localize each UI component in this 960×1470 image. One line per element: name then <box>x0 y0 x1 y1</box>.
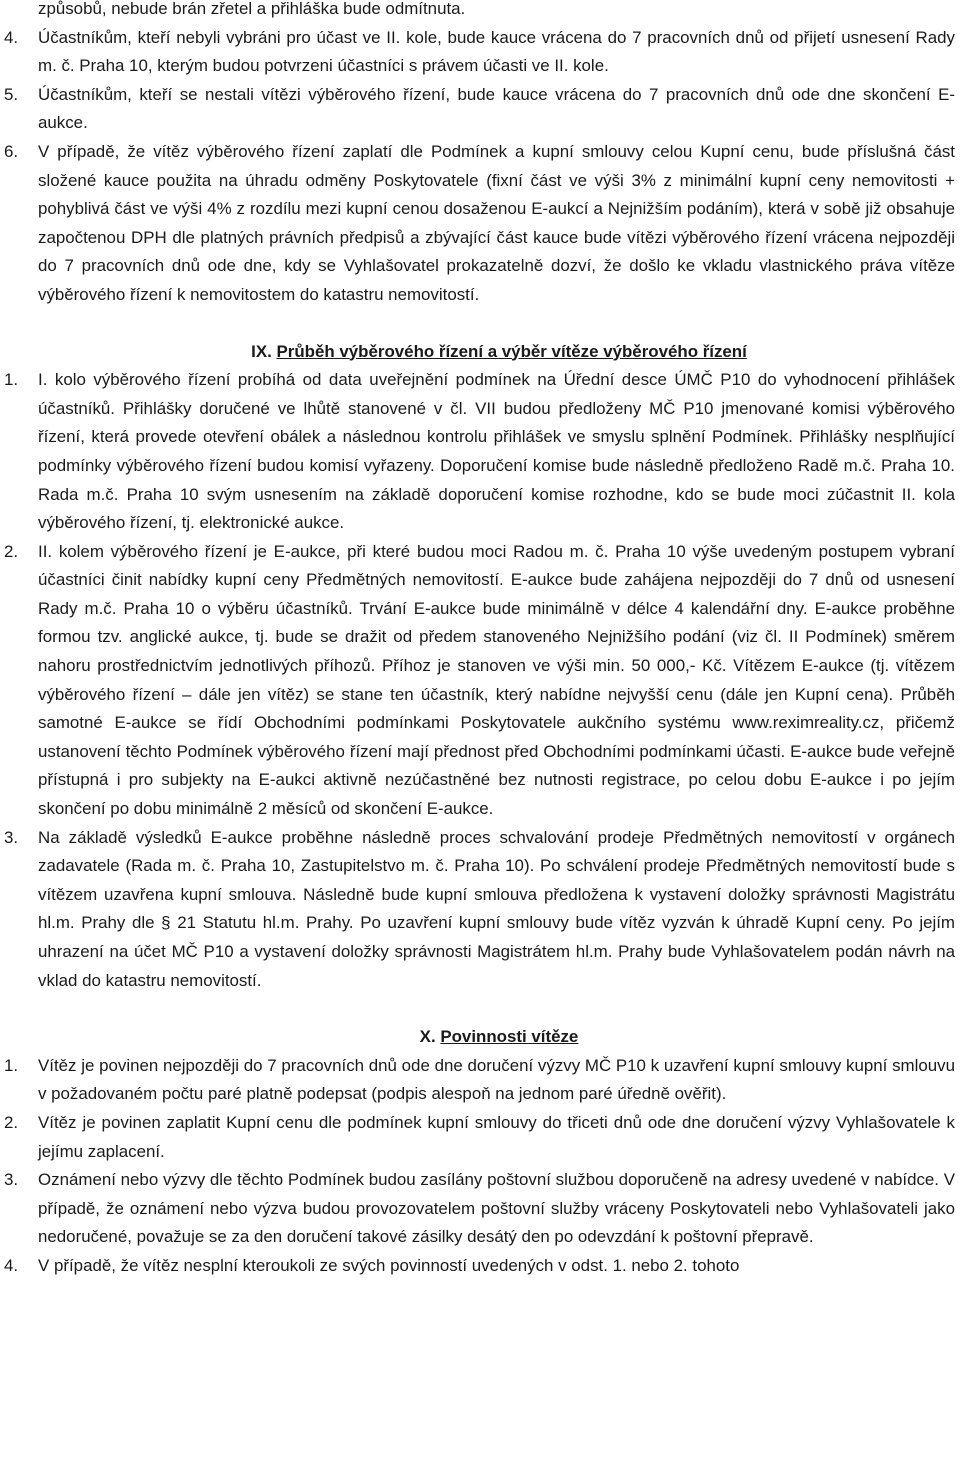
item-number: 4. <box>4 27 19 47</box>
paragraph-continuation: způsobů, nebude brán zřetel a přihláška bude odmítnuta. <box>38 0 466 18</box>
list-item <box>0 538 960 824</box>
section-heading <box>0 338 960 367</box>
section-title: Povinnosti vítěze <box>440 1027 579 1047</box>
item-text: Účastníkům, kteří se nestali vítězi výběrového řízení, bude kauce vrácena do 7 pracovních dnů ode dne skončení E-aukce. <box>38 84 955 133</box>
item-text: I. kolo výběrového řízení probíhá od data uveřejnění podmínek na Úřední desce ÚMČ P10 do vyhodnocení přihlášek účastníků. Přihlášky doručené ve lhůtě stanovené v čl. VII budou předloženy MČ P10 jmenované komisi výběrového řízení, která provede otevření obálek a následnou kontrolu přihlášek ve smyslu splnění Podmínek. Přihlášky nesplňující podmínky výběrového řízení budou komisí vyřazeny. Doporučení komise bude následně předloženo Radě m.č. Praha 10. Rada m.č. Praha 10 svým usnesením na základě doporučení komise rozhodne, kdo se bude moci zúčastnit II. kola výběrového řízení, tj. elektronické aukce. <box>38 370 955 533</box>
item-text: V případě, že vítěz výběrového řízení zaplatí dle Podmínek a kupní smlouvy celou Kupní cenu, bude příslušná část složené kauce použita na úhradu odměny Poskytovatele (fixní část ve výši 3% z minimální kupní ceny nemovitosti + pohyblivá část ve výši 4% z rozdílu mezi kupní cenou dosaženou E-aukcí a Nejnižším podáním), která v sobě již obsahuje započtenou DPH dle platných právních předpisů a zbývající část kauce bude vítězi výběrového řízení vrácena nejpozději do 7 pracovních dnů ode dne, kdy se Vyhlašovatel prokazatelně dozví, že došlo ke vkladu vlastnického práva vítěze výběrového řízení k nemovitostem do katastru nemovitostí. <box>38 141 955 304</box>
list-item <box>0 81 960 138</box>
item-text: Vítěz je povinen nejpozději do 7 pracovních dnů ode dne doručení výzvy MČ P10 k uzavření kupní smlouvy kupní smlouvu v požadovaném počtu paré platně podepsat (podpis alespoň na jednom paré úředně ověřit). <box>38 1055 955 1104</box>
list-item <box>0 366 960 538</box>
item-number: 4. <box>4 1255 19 1275</box>
list-item <box>0 1109 960 1166</box>
item-text: Účastníkům, kteří nebyli vybráni pro účast ve II. kole, bude kauce vrácena do 7 pracovních dnů od přijetí usnesení Rady m. č. Praha 10, kterým budou potvrzeni účastníci s právem účasti ve II. kole. <box>38 27 955 76</box>
item-number: 5. <box>4 84 19 104</box>
section-heading <box>0 1023 960 1052</box>
section-number: X. <box>419 1027 436 1047</box>
item-number: 2. <box>4 541 19 561</box>
item-text: Vítěz je povinen zaplatit Kupní cenu dle podmínek kupní smlouvy do třiceti dnů ode dne doručení výzvy Vyhlašovatele k jejímu zaplacení. <box>38 1112 955 1161</box>
section-number: IX. <box>251 341 272 361</box>
list-item <box>0 1166 960 1252</box>
item-number: 3. <box>4 1170 19 1190</box>
item-number: 6. <box>4 141 19 161</box>
item-text: Na základě výsledků E-aukce proběhne následně proces schvalování prodeje Předmětných nemovitostí v orgánech zadavatele (Rada m. č. Praha 10, Zastupitelstvo m. č. Praha 10). Po schválení prodeje Předmětných nemovitostí bude s vítězem uzavřena kupní smlouva. Následně bude kupní smlouva předložena k vystavení doložky správnosti Magistrátu hl.m. Prahy dle § 21 Statutu hl.m. Prahy. Po uzavření kupní smlouvy bude vítěz vyzván k úhradě Kupní ceny. Po jejím uhrazení na účet MČ P10 a vystavení doložky správnosti Magistrátem hl.m. Prahy bude Vyhlašovatelem podán návrh na vklad do katastru nemovitostí. <box>38 827 955 990</box>
list-item <box>0 1052 960 1109</box>
item-text: II. kolem výběrového řízení je E-aukce, při které budou moci Radou m. č. Praha 10 výše uvedeným postupem vybraní účastníci činit nabídky kupní ceny Předmětných nemovitostí. E-aukce bude zahájena nejpozději do 7 dnů od usnesení Rady m.č. Praha 10 o výběru účastníků. Trvání E-aukce bude minimálně v délce 4 kalendářní dny. E-aukce proběhne formou tzv. anglické aukce, tj. bude se dražit od předem stanoveného Nejnižšího podání (viz čl. II Podmínek) směrem nahoru prostřednictvím jednotlivých příhozů. Příhoz je stanoven ve výši min. 50 000,- Kč. Vítězem E-aukce (tj. vítězem výběrového řízení – dále jen vítěz) se stane ten účastník, který nabídne nejvyšší cenu (dále jen Kupní cena). Průběh samotné E-aukce se řídí Obchodními podmínkami Poskytovatele aukčního systému www.reximreality.cz, přičemž ustanovení těchto Podmínek výběrového řízení mají přednost před Obchodními podmínkami účasti. E-aukce bude veřejně přístupná i pro subjekty na E-aukci aktivně nezúčastněné bez nutnosti registrace, po celou dobu E-aukce i po jejím skončení po dobu minimálně 2 měsíců od skončení E-aukce. <box>38 541 955 819</box>
section-title: Průběh výběrového řízení a výběr vítěze výběrového řízení <box>276 341 747 361</box>
item-number: 2. <box>4 1112 19 1132</box>
item-text: V případě, že vítěz nesplní kteroukoli ze svých povinností uvedených v odst. 1. nebo 2. tohoto <box>38 1255 740 1275</box>
list-item <box>0 24 960 81</box>
item-number: 1. <box>4 1055 19 1075</box>
list-item <box>0 138 960 310</box>
list-item <box>0 1252 960 1281</box>
item-number: 3. <box>4 827 19 847</box>
item-text: Oznámení nebo výzvy dle těchto Podmínek budou zasílány poštovní službou doporučeně na adresy uvedené v nabídce. V případě, že oznámení nebo výzva budou provozovatelem poštovní služby vráceny Poskytovateli nebo Vyhlašovateli jako nedoručené, považuje se za den doručení takové zásilky desátý den po odevzdání k poštovní přepravě. <box>38 1170 955 1247</box>
list-item <box>0 824 960 996</box>
item-number: 1. <box>4 370 19 390</box>
